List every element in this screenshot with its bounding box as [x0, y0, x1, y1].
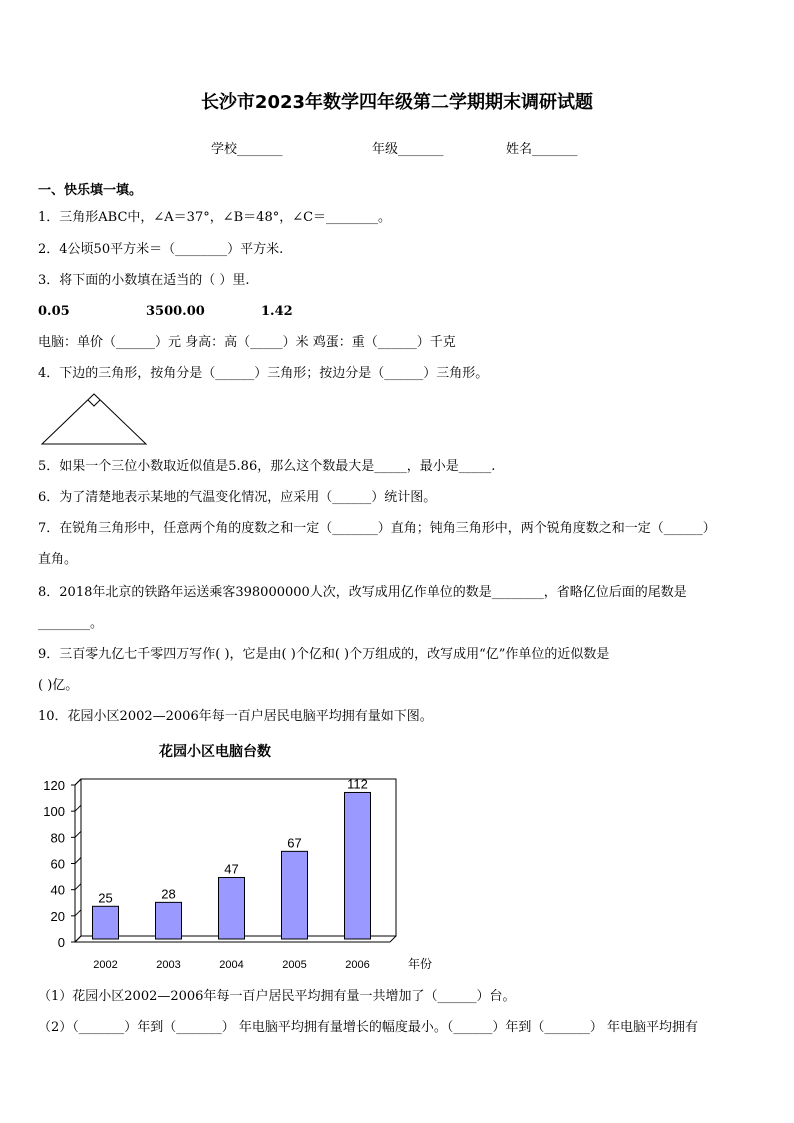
y-tick-label: 20: [50, 908, 65, 924]
x-tick-label: 2002: [93, 959, 118, 971]
question-10: 10．花园小区2002—2006年每一百户居民电脑平均拥有量如下图。: [38, 709, 433, 724]
y-tick-label: 60: [50, 856, 65, 872]
bar-2003: [156, 902, 182, 939]
x-tick-label: 2005: [282, 959, 307, 971]
question-7: 7．在锐角三角形中，任意两个角的度数之和一定（_______）直角；钝角三角形中，两个锐角度数之和一定（______）: [38, 521, 716, 536]
bar-value-label: 67: [287, 835, 302, 851]
page-title: 长沙市2023年数学四年级第二学期期末调研试题: [200, 92, 594, 113]
question-1: 1．三角形ABC中，∠A＝37°，∠B＝48°，∠C＝________。: [38, 210, 392, 225]
bar-value-label: 28: [161, 886, 176, 902]
name-field: 姓名_______: [506, 142, 578, 157]
bar-2005: [282, 851, 308, 939]
bar-2006: [345, 792, 371, 939]
x-tick-label: 2006: [345, 959, 370, 971]
y-tick-label: 0: [57, 935, 65, 950]
y-tick-label: 100: [43, 804, 65, 820]
q3-number-3: 1.42: [261, 304, 293, 319]
gridline-edge: [75, 936, 81, 942]
bar-value-label: 112: [347, 776, 368, 792]
bar-2002: [93, 906, 119, 939]
y-tick-label: 40: [50, 882, 65, 898]
gridline-edge: [75, 884, 81, 890]
gridline-edge: [75, 910, 81, 916]
frame-edge: [390, 936, 396, 942]
question-7-cont: 直角。: [38, 552, 78, 567]
gridline-edge: [75, 805, 81, 811]
bar-value-label: 47: [224, 861, 239, 877]
question-2: 2．4公顷50平方米＝（________）平方米.: [38, 242, 284, 257]
chart-title: 花园小区电脑台数: [159, 743, 271, 759]
bar-2004: [219, 878, 245, 939]
q3-number-2: 3500.00: [146, 304, 205, 319]
q3-fill-line: 电脑：单价（______）元 身高：高（_____）米 鸡蛋：重（______）千克: [38, 335, 456, 350]
bar-chart: [30, 735, 450, 980]
grade-field: 年级_______: [372, 142, 444, 157]
x-axis-label: 年份: [408, 957, 433, 971]
question-8: 8．2018年北京的铁路年运送乘客398000000人次，改写成用亿作单位的数是________，省略亿位后面的尾数是: [38, 585, 687, 600]
gridline-edge: [75, 858, 81, 864]
question-9: 9．三百零九亿七千零四万写作( )，它是由( )个亿和( )个万组成的，改写成用“亿”作单位的近似数是: [38, 647, 610, 662]
question-3: 3．将下面的小数填在适当的（ ）里.: [38, 273, 250, 288]
question-6: 6．为了清楚地表示某地的气温变化情况，应采用（______）统计图。: [38, 490, 437, 505]
y-tick-label: 120: [43, 778, 65, 793]
q3-number-1: 0.05: [38, 304, 70, 319]
bar-value-label: 25: [98, 890, 113, 906]
gridline-edge: [75, 779, 81, 785]
question-10-2: （2）（_______）年到（_______） 年电脑平均拥有量增长的幅度最小。（______）年到（_______） 年电脑平均拥有: [38, 1020, 699, 1035]
gridline-edge: [75, 831, 81, 837]
x-tick-label: 2003: [156, 959, 181, 971]
question-8-cont: ________。: [38, 616, 104, 631]
x-tick-label: 2004: [219, 959, 244, 971]
question-9-cont: ( )亿。: [38, 678, 79, 693]
school-field: 学校_______: [211, 142, 283, 157]
section-heading: 一、快乐填一填。: [38, 183, 143, 198]
y-tick-label: 80: [50, 830, 65, 846]
question-10-1: （1）花园小区2002—2006年每一百户居民平均拥有量一共增加了（______）台。: [38, 989, 516, 1004]
triangle-figure: [38, 390, 154, 450]
question-4: 4．下边的三角形，按角分是（______）三角形；按边分是（______）三角形。: [38, 366, 489, 381]
question-5: 5．如果一个三位小数取近似值是5.86，那么这个数最大是_____，最小是_____.: [38, 459, 496, 474]
